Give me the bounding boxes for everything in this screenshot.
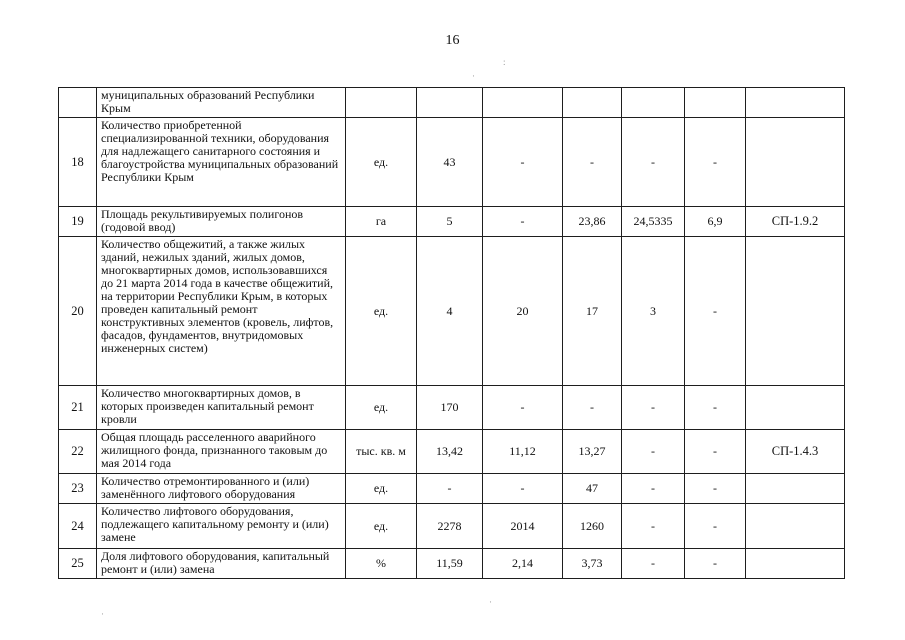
indicator-name: Количество отремонтированного и (или) заменённого лифтового оборудования — [97, 474, 346, 504]
value-cell-4: 24,5335 — [622, 207, 685, 237]
value-cell-3: 3,73 — [563, 549, 622, 579]
unit-cell: ед. — [346, 504, 417, 549]
row-number: 19 — [59, 207, 97, 237]
value-cell-1: 13,42 — [417, 430, 483, 474]
unit-cell — [346, 88, 417, 118]
program-code-cell — [746, 549, 845, 579]
indicator-name: Количество приобретенной специализированной техники, оборудования для надлежащего санитарного состояния и благоустройства муниципальных образований Республики Крым — [97, 118, 346, 207]
unit-cell: ед. — [346, 118, 417, 207]
program-code-cell — [746, 118, 845, 207]
value-cell-2: 11,12 — [483, 430, 563, 474]
table-row — [59, 474, 845, 504]
row-number: 23 — [59, 474, 97, 504]
table-row — [59, 118, 845, 207]
value-cell-1: 43 — [417, 118, 483, 207]
value-cell-2: 2,14 — [483, 549, 563, 579]
value-cell-2: - — [483, 207, 563, 237]
value-cell-3: - — [563, 118, 622, 207]
program-code-cell — [746, 504, 845, 549]
indicator-name: муниципальных образований Республики Крым — [97, 88, 346, 118]
program-code-cell: СП-1.9.2 — [746, 207, 845, 237]
value-cell-1: 2278 — [417, 504, 483, 549]
value-cell-5 — [685, 88, 746, 118]
program-code-cell — [746, 474, 845, 504]
indicator-name: Общая площадь расселенного аварийного жилищного фонда, признанного таковым до мая 2014 года — [97, 430, 346, 474]
scan-mark: · — [489, 597, 492, 607]
row-number: 18 — [59, 118, 97, 207]
value-cell-2: - — [483, 118, 563, 207]
value-cell-4: - — [622, 430, 685, 474]
value-cell-3: 1260 — [563, 504, 622, 549]
value-cell-4: - — [622, 118, 685, 207]
value-cell-4: - — [622, 549, 685, 579]
unit-cell: ед. — [346, 386, 417, 430]
table-row — [59, 430, 845, 474]
value-cell-5: - — [685, 386, 746, 430]
scan-mark: · — [472, 71, 475, 81]
indicators-table — [58, 87, 845, 579]
page-number: 16 — [445, 33, 460, 48]
indicator-name: Площадь рекультивируемых полигонов (годовой ввод) — [97, 207, 346, 237]
row-number: 22 — [59, 430, 97, 474]
value-cell-1 — [417, 88, 483, 118]
row-number: 25 — [59, 549, 97, 579]
indicator-name: Количество лифтового оборудования, подлежащего капитальному ремонту и (или) замене — [97, 504, 346, 549]
row-number — [59, 88, 97, 118]
program-code-cell — [746, 386, 845, 430]
value-cell-1: 170 — [417, 386, 483, 430]
value-cell-5: - — [685, 237, 746, 386]
table-body — [59, 88, 845, 579]
value-cell-4: 3 — [622, 237, 685, 386]
value-cell-2 — [483, 88, 563, 118]
program-code-cell: СП-1.4.3 — [746, 430, 845, 474]
value-cell-1: - — [417, 474, 483, 504]
value-cell-1: 5 — [417, 207, 483, 237]
unit-cell: тыс. кв. м — [346, 430, 417, 474]
value-cell-3 — [563, 88, 622, 118]
unit-cell: % — [346, 549, 417, 579]
value-cell-4 — [622, 88, 685, 118]
value-cell-4: - — [622, 504, 685, 549]
value-cell-4: - — [622, 386, 685, 430]
table-row — [59, 549, 845, 579]
value-cell-2: 2014 — [483, 504, 563, 549]
table-row — [59, 88, 845, 118]
value-cell-5: - — [685, 430, 746, 474]
value-cell-5: - — [685, 474, 746, 504]
table-row — [59, 207, 845, 237]
table-row — [59, 386, 845, 430]
unit-cell: ед. — [346, 237, 417, 386]
row-number: 20 — [59, 237, 97, 386]
program-code-cell — [746, 237, 845, 386]
value-cell-4: - — [622, 474, 685, 504]
value-cell-2: - — [483, 386, 563, 430]
value-cell-1: 11,59 — [417, 549, 483, 579]
value-cell-5: - — [685, 118, 746, 207]
value-cell-3: 13,27 — [563, 430, 622, 474]
indicator-name: Количество общежитий, а также жилых зданий, нежилых зданий, жилых домов, многоквартирных домов, использовавшихся до 21 марта 2014 года в качестве общежитий, на территории Республики Крым, в которых проведен капитальный ремонт конструктивных элементов (кровель, лифтов, фасадов, фундаментов, внутридомовых инженерных систем) — [97, 237, 346, 386]
scan-mark: : — [503, 57, 506, 67]
program-code-cell — [746, 88, 845, 118]
value-cell-3: 17 — [563, 237, 622, 386]
row-number: 24 — [59, 504, 97, 549]
indicator-name: Количество многоквартирных домов, в которых произведен капитальный ремонт кровли — [97, 386, 346, 430]
value-cell-5: 6,9 — [685, 207, 746, 237]
unit-cell: ед. — [346, 474, 417, 504]
table-row — [59, 237, 845, 386]
indicator-name: Доля лифтового оборудования, капитальный ремонт и (или) замена — [97, 549, 346, 579]
value-cell-5: - — [685, 504, 746, 549]
unit-cell: га — [346, 207, 417, 237]
value-cell-3: 23,86 — [563, 207, 622, 237]
value-cell-3: - — [563, 386, 622, 430]
value-cell-1: 4 — [417, 237, 483, 386]
value-cell-3: 47 — [563, 474, 622, 504]
scan-mark: · — [101, 609, 104, 619]
table-row — [59, 504, 845, 549]
value-cell-5: - — [685, 549, 746, 579]
value-cell-2: - — [483, 474, 563, 504]
value-cell-2: 20 — [483, 237, 563, 386]
row-number: 21 — [59, 386, 97, 430]
